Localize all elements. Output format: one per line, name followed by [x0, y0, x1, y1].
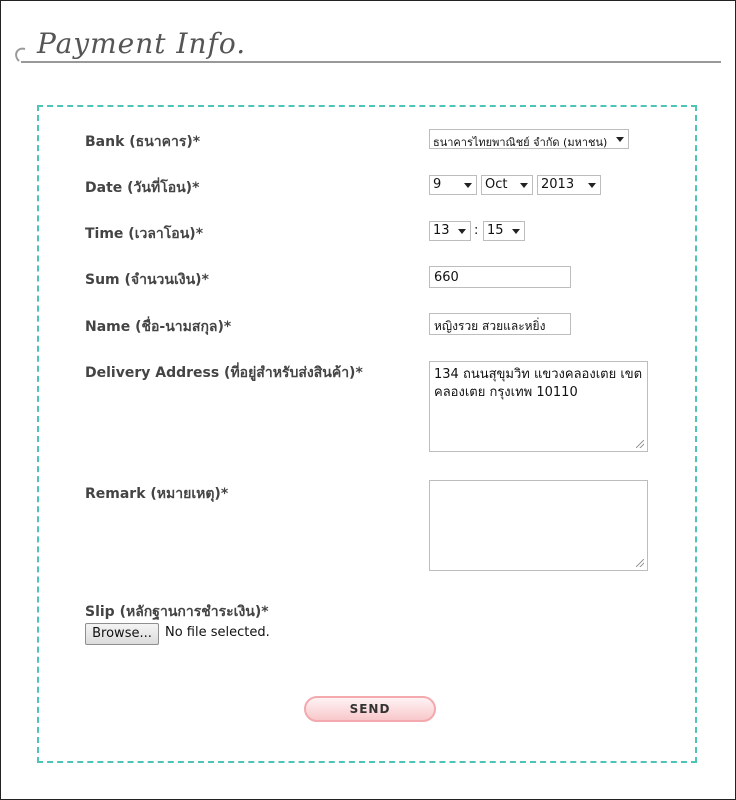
name-label: Name (ชื่อ-นามสกุล)*	[85, 319, 232, 335]
delivery-address-value: 134 ถนนสุขุมวิท แขวงคลองเตย เขตคลองเตย กรุงเทพ 10110	[434, 367, 643, 400]
slip-label: Slip (หลักฐานการชำระเงิน)*	[85, 604, 269, 620]
chevron-down-icon	[520, 183, 528, 188]
time-separator: :	[474, 223, 479, 238]
send-button[interactable]: SEND	[304, 696, 436, 722]
hour-select[interactable]	[429, 221, 471, 241]
year-select-value: 2013	[541, 177, 575, 192]
hour-select-value: 13	[433, 223, 450, 238]
bank-select-value: ธนาคารไทยพาณิชย์ จำกัด (มหาชน)	[433, 136, 608, 149]
chevron-down-icon	[464, 183, 472, 188]
sum-input[interactable]: 660	[429, 266, 571, 288]
page-title: Payment Info.	[37, 27, 247, 60]
day-select[interactable]	[429, 175, 477, 195]
time-label: Time (เวลาโอน)*	[85, 226, 204, 242]
date-label: Date (วันที่โอน)*	[85, 180, 200, 196]
year-select[interactable]	[537, 175, 601, 195]
bank-label: Bank (ธนาคาร)*	[85, 134, 201, 150]
month-select[interactable]	[481, 175, 533, 195]
minute-select[interactable]	[483, 221, 525, 241]
remark-textarea[interactable]	[429, 480, 648, 571]
resize-grip-icon[interactable]	[636, 440, 644, 448]
delivery-address-label: Delivery Address (ที่อยู่สำหรับส่งสินค้า)*	[85, 365, 363, 381]
chevron-down-icon	[512, 229, 520, 234]
browse-button[interactable]: Browse...	[85, 623, 159, 645]
resize-grip-icon[interactable]	[636, 559, 644, 567]
file-status-text: No file selected.	[165, 625, 270, 640]
day-select-value: 9	[433, 177, 442, 192]
header-divider	[21, 61, 721, 63]
delivery-address-textarea[interactable]	[429, 361, 648, 452]
remark-label: Remark (หมายเหตุ)*	[85, 486, 229, 502]
page-header	[13, 27, 721, 67]
bank-select[interactable]	[429, 129, 629, 149]
chevron-down-icon	[588, 183, 596, 188]
minute-select-value: 15	[487, 223, 504, 238]
payment-form-panel	[37, 105, 697, 763]
name-input[interactable]: หญิงรวย สวยและหยิ่ง	[429, 313, 571, 335]
chevron-down-icon	[616, 137, 624, 142]
chevron-down-icon	[458, 229, 466, 234]
sum-label: Sum (จำนวนเงิน)*	[85, 272, 209, 288]
month-select-value: Oct	[485, 177, 508, 192]
